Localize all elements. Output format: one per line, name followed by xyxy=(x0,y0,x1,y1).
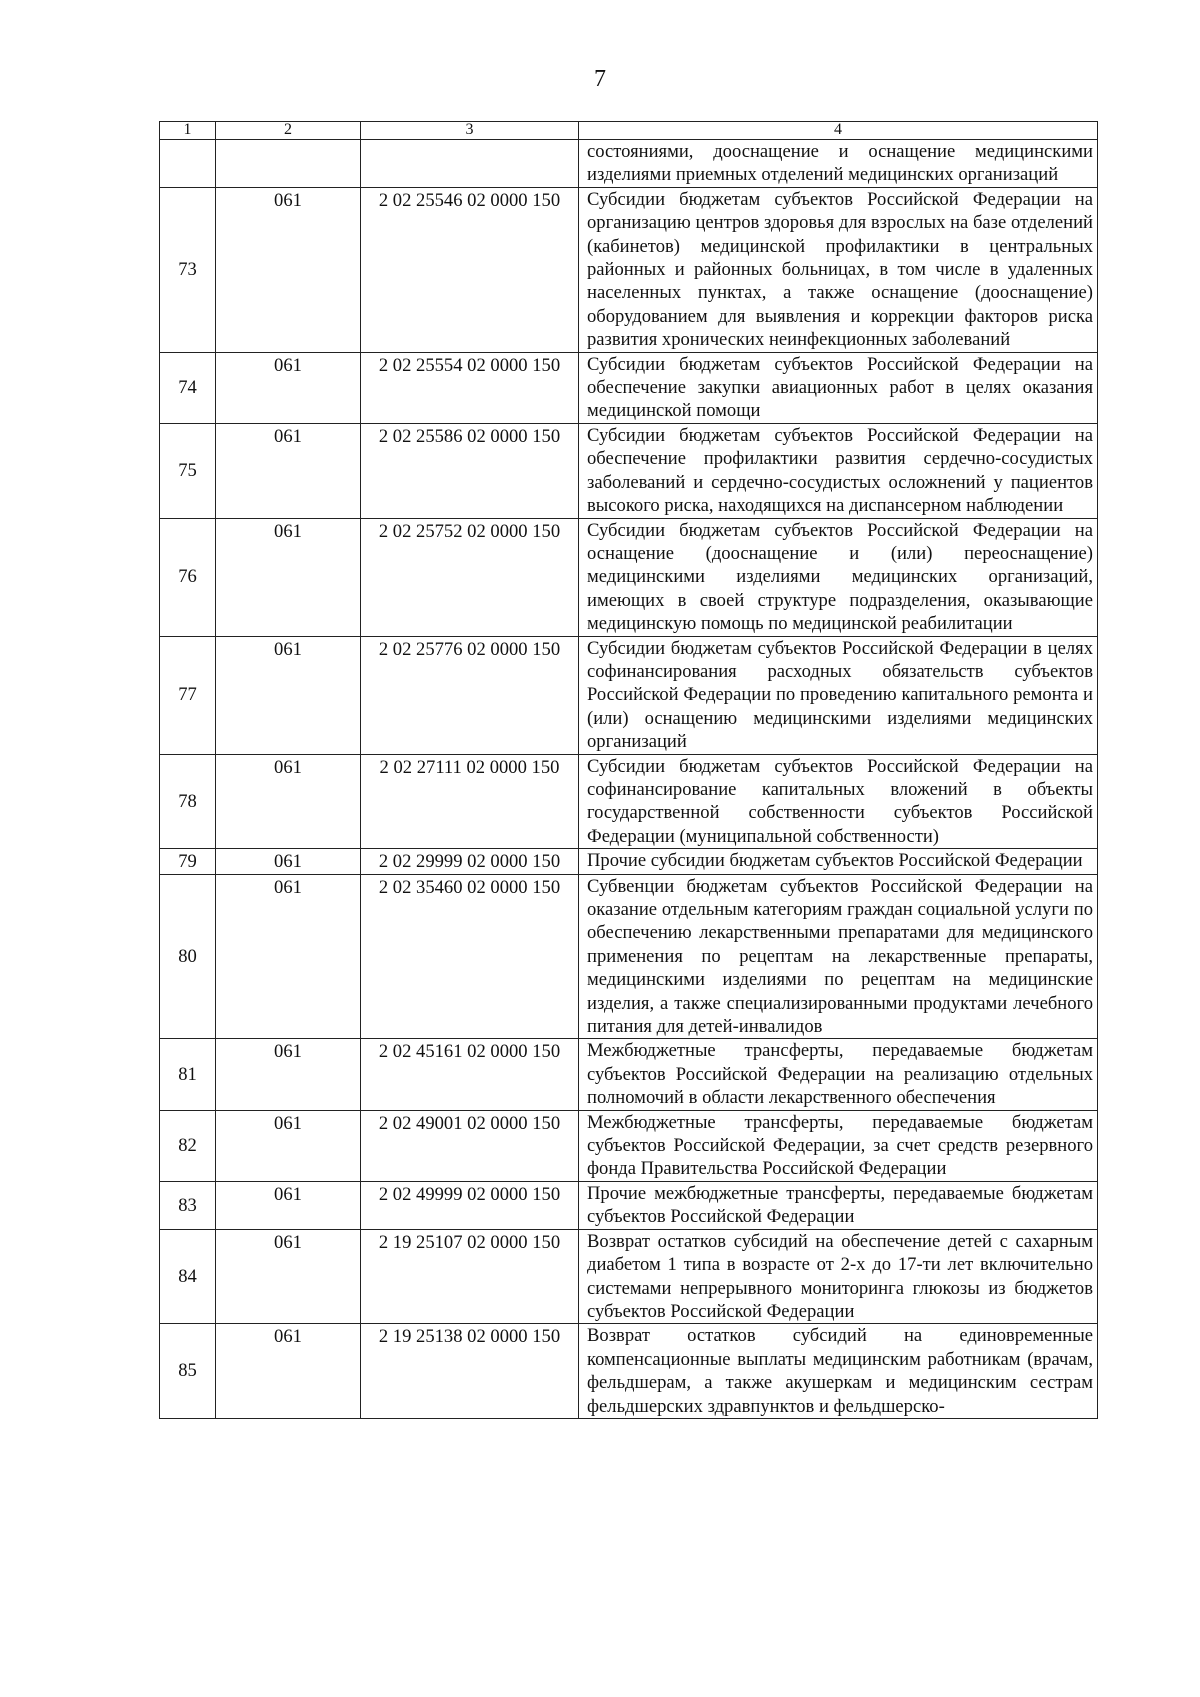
table-row xyxy=(160,754,1098,849)
cell-admin-code: 061 xyxy=(216,352,361,423)
cell-row-number: 76 xyxy=(160,518,216,636)
cell-row-number: 85 xyxy=(160,1324,216,1419)
cell-description: Субсидии бюджетам субъектов Российской Федерации в целях софинансирования расходных обязательств субъектов Российской Федерации по проведению капитального ремонта и (или) оснащению медицинскими изделиями медицинских организаций xyxy=(579,636,1098,754)
cell-row-number: 77 xyxy=(160,636,216,754)
cell-revenue-code: 2 19 25107 02 0000 150 xyxy=(361,1229,579,1324)
table-row xyxy=(160,636,1098,754)
page-number: 7 xyxy=(594,66,606,92)
cell-description: Субвенции бюджетам субъектов Российской Федерации на оказание отдельным категориям граждан социальной услуги по обеспечению лекарственными препаратами для медицинского применения по рецептам на лекарственные препараты, медицинскими изделиями по рецептам на медицинские изделия, а также специализированными продуктами лечебного питания для детей-инвалидов xyxy=(579,874,1098,1039)
table-row xyxy=(160,1229,1098,1324)
cell-admin-code: 061 xyxy=(216,754,361,849)
cell-revenue-code: 2 02 27111 02 0000 150 xyxy=(361,754,579,849)
cell-description: Субсидии бюджетам субъектов Российской Федерации на обеспечение закупки авиационных работ в целях оказания медицинской помощи xyxy=(579,352,1098,423)
cell-description: Прочие субсидии бюджетам субъектов Российской Федерации xyxy=(579,849,1098,874)
table-row xyxy=(160,1181,1098,1229)
cell-empty xyxy=(216,140,361,188)
cell-admin-code: 061 xyxy=(216,1229,361,1324)
cell-revenue-code: 2 02 35460 02 0000 150 xyxy=(361,874,579,1039)
cell-row-number: 81 xyxy=(160,1039,216,1110)
cell-description: состояниями, дооснащение и оснащение медицинскими изделиями приемных отделений медицинских организаций xyxy=(579,140,1098,188)
table-row xyxy=(160,187,1098,352)
cell-admin-code: 061 xyxy=(216,849,361,874)
cell-row-number: 79 xyxy=(160,849,216,874)
cell-admin-code: 061 xyxy=(216,636,361,754)
cell-empty xyxy=(160,140,216,188)
cell-revenue-code: 2 02 49999 02 0000 150 xyxy=(361,1181,579,1229)
cell-row-number: 83 xyxy=(160,1181,216,1229)
cell-revenue-code: 2 19 25138 02 0000 150 xyxy=(361,1324,579,1419)
cell-row-number: 78 xyxy=(160,754,216,849)
table-row-continuation xyxy=(160,140,1098,188)
cell-description: Субсидии бюджетам субъектов Российской Федерации на организацию центров здоровья для взрослых на базе отделений (кабинетов) медицинской профилактики в центральных районных и районных больницах, в том числе в удаленных населенных пунктах, а также оснащение (дооснащение) оборудованием для выявления и коррекции факторов риска развития хронических неинфекционных заболеваний xyxy=(579,187,1098,352)
cell-admin-code: 061 xyxy=(216,518,361,636)
cell-admin-code: 061 xyxy=(216,423,361,518)
cell-revenue-code: 2 02 25554 02 0000 150 xyxy=(361,352,579,423)
table-row xyxy=(160,423,1098,518)
cell-revenue-code: 2 02 29999 02 0000 150 xyxy=(361,849,579,874)
cell-admin-code: 061 xyxy=(216,874,361,1039)
table-row xyxy=(160,1324,1098,1419)
header-col-3: 3 xyxy=(361,122,579,140)
cell-description: Межбюджетные трансферты, передаваемые бюджетам субъектов Российской Федерации, за счет средств резервного фонда Правительства Российской Федерации xyxy=(579,1110,1098,1181)
cell-admin-code: 061 xyxy=(216,1110,361,1181)
cell-row-number: 82 xyxy=(160,1110,216,1181)
cell-row-number: 73 xyxy=(160,187,216,352)
cell-revenue-code: 2 02 25776 02 0000 150 xyxy=(361,636,579,754)
cell-row-number: 84 xyxy=(160,1229,216,1324)
cell-admin-code: 061 xyxy=(216,1039,361,1110)
cell-admin-code: 061 xyxy=(216,1181,361,1229)
cell-description: Субсидии бюджетам субъектов Российской Федерации на софинансирование капитальных вложений в объекты государственной собственности субъектов Российской Федерации (муниципальной собственности) xyxy=(579,754,1098,849)
header-col-2: 2 xyxy=(216,122,361,140)
cell-description: Возврат остатков субсидий на обеспечение детей с сахарным диабетом 1 типа в возрасте от 2-х до 17-ти лет включительно системами непрерывного мониторинга глюкозы из бюджетов субъектов Российской Федерации xyxy=(579,1229,1098,1324)
cell-row-number: 75 xyxy=(160,423,216,518)
table-row xyxy=(160,1039,1098,1110)
cell-empty xyxy=(361,140,579,188)
table-row xyxy=(160,874,1098,1039)
header-col-1: 1 xyxy=(160,122,216,140)
table-row xyxy=(160,352,1098,423)
table-header-row xyxy=(160,122,1098,140)
cell-revenue-code: 2 02 49001 02 0000 150 xyxy=(361,1110,579,1181)
table-row xyxy=(160,849,1098,874)
cell-admin-code: 061 xyxy=(216,1324,361,1419)
cell-description: Межбюджетные трансферты, передаваемые бюджетам субъектов Российской Федерации на реализацию отдельных полномочий в области лекарственного обеспечения xyxy=(579,1039,1098,1110)
cell-description: Возврат остатков субсидий на единовременные компенсационные выплаты медицинским работникам (врачам, фельдшерам, а также акушеркам и медицинским сестрам фельдшерских здравпунктов и фельдшерско- xyxy=(579,1324,1098,1419)
budget-codes-table xyxy=(159,121,1098,1419)
cell-description: Прочие межбюджетные трансферты, передаваемые бюджетам субъектов Российской Федерации xyxy=(579,1181,1098,1229)
table-row xyxy=(160,1110,1098,1181)
cell-description: Субсидии бюджетам субъектов Российской Федерации на обеспечение профилактики развития сердечно-сосудистых заболеваний и сердечно-сосудистых осложнений у пациентов высокого риска, находящихся на диспансерном наблюдении xyxy=(579,423,1098,518)
cell-revenue-code: 2 02 25546 02 0000 150 xyxy=(361,187,579,352)
cell-row-number: 80 xyxy=(160,874,216,1039)
header-col-4: 4 xyxy=(579,122,1098,140)
table-row xyxy=(160,518,1098,636)
cell-admin-code: 061 xyxy=(216,187,361,352)
cell-revenue-code: 2 02 25752 02 0000 150 xyxy=(361,518,579,636)
cell-description: Субсидии бюджетам субъектов Российской Федерации на оснащение (дооснащение и (или) переоснащение) медицинскими изделиями медицинских организаций, имеющих в своей структуре подразделения, оказывающие медицинскую помощь по медицинской реабилитации xyxy=(579,518,1098,636)
cell-revenue-code: 2 02 25586 02 0000 150 xyxy=(361,423,579,518)
cell-row-number: 74 xyxy=(160,352,216,423)
cell-revenue-code: 2 02 45161 02 0000 150 xyxy=(361,1039,579,1110)
